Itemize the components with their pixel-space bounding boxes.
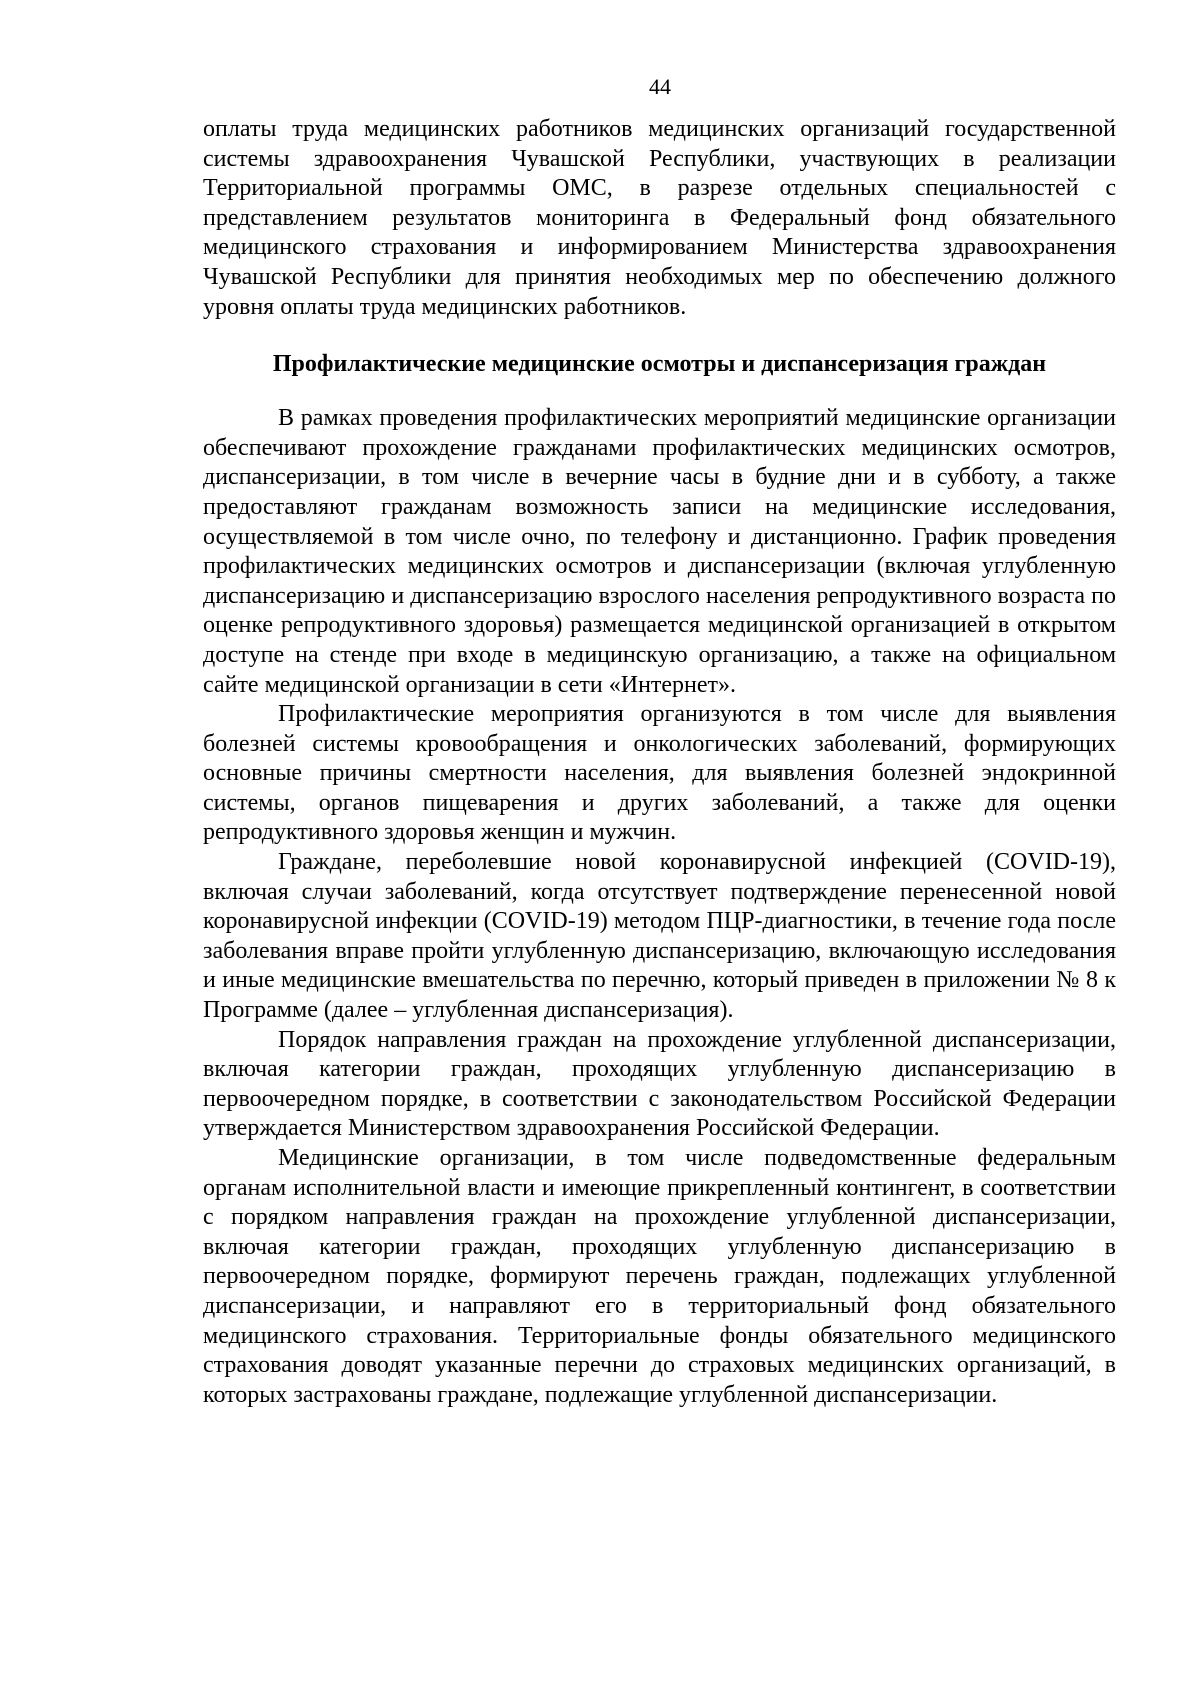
paragraph-referral-procedure: Порядок направления граждан на прохождение углубленной диспансеризации, включая категории граждан, проходящих углубленную диспансеризацию в первоочередном порядке, в соответствии с законодательством Российской Федерации утверждается Министерством здравоохранения Российской Федерации.: [203, 1026, 1116, 1142]
paragraph-preventive-measures: Профилактические мероприятия организуются в том числе для выявления болезней системы кровообращения и онкологических заболеваний, формирующих основные причины смертности населения, для выявления болезней эндокринной системы, органов пищеварения и других заболеваний, а также для оценки репродуктивного здоровья женщин и мужчин.: [203, 701, 1116, 846]
page-number: 44: [649, 74, 671, 99]
paragraph-medical-organizations: Медицинские организации, в том числе подведомственные федеральным органам исполнительной власти и имеющие прикрепленный контингент, в соответствии с порядком направления граждан на прохождение углубленной диспансеризации, включая категории граждан, проходящих углубленную диспансеризацию в первоочередном порядке, формируют перечень граждан, подлежащих углубленной диспансеризации, и направляют его в территориальный фонд обязательного медицинского страхования. Территориальные фонды обязательного медицинского страхования доводят указанные перечни до страховых медицинских организаций, в которых застрахованы граждане, подлежащие углубленной диспансеризации.: [203, 1145, 1116, 1408]
intro-paragraph: оплаты труда медицинских работников медицинских организаций государственной системы здравоохранения Чувашской Республики, участвующих в реализации Территориальной программы ОМС, в разрезе отдельных специальностей с представлением результатов мониторинга в Федеральный фонд обязательного медицинского страхования и информированием Министерства здравоохранения Чувашской Республики для принятия необходимых мер по обеспечению должного уровня оплаты труда медицинских работников.: [203, 116, 1116, 320]
section-heading: Профилактические медицинские осмотры и диспансеризация граждан: [272, 351, 1047, 378]
paragraph-schedule: В рамках проведения профилактических мероприятий медицинские организации обеспечивают прохождение гражданами профилактических медицинских осмотров, диспансеризации, в том числе в вечерние часы в будние дни и в субботу, а также предоставляют гражданам возможность записи на медицинские исследования, осуществляемой в том числе очно, по телефону и дистанционно. График проведения профилактических медицинских осмотров и диспансеризации (включая углубленную диспансеризацию и диспансеризацию взрослого населения репродуктивного возраста по оценке репродуктивного здоровья) размещается медицинской организацией в открытом доступе на стенде при входе в медицинскую организацию, а также на официальном сайте медицинской организации в сети «Интернет».: [203, 405, 1116, 698]
document-body: [203, 115, 1116, 1410]
paragraph-covid: Граждане, переболевшие новой коронавирусной инфекцией (COVID-19), включая случаи заболеваний, когда отсутствует подтверждение перенесенной новой коронавирусной инфекции (COVID-19) методом ПЦР-диагностики, в течение года после заболевания вправе пройти углубленную диспансеризацию, включающую исследования и иные медицинские вмешательства по перечню, который приведен в приложении № 8 к Программе (далее – углубленная диспансеризация).: [203, 849, 1116, 1024]
